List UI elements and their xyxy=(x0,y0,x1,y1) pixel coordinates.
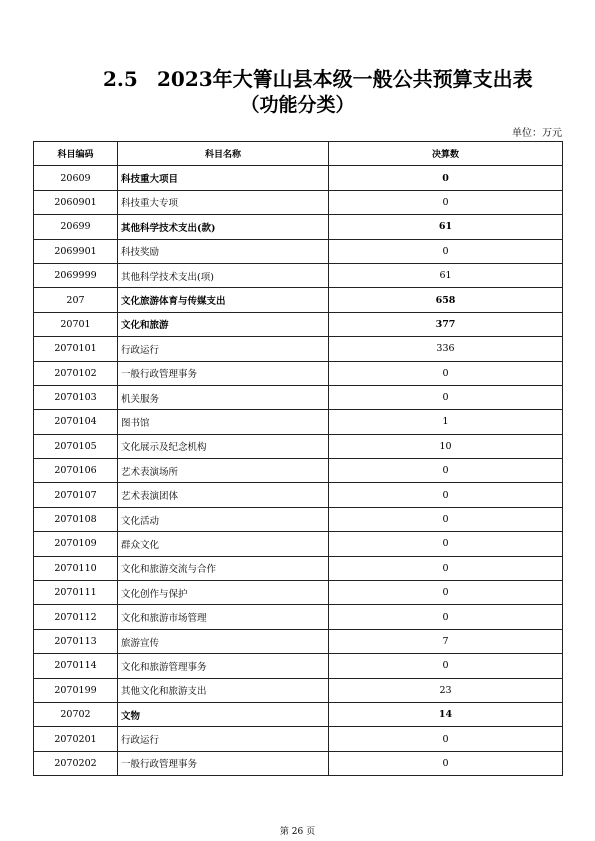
cell-value: 336 xyxy=(329,337,563,361)
cell-value: 658 xyxy=(329,288,563,312)
cell-code: 2070103 xyxy=(34,385,118,409)
cell-code: 207 xyxy=(34,288,118,312)
cell-code: 2070111 xyxy=(34,581,118,605)
cell-name: 艺术表演团体 xyxy=(118,483,329,507)
cell-code: 2069901 xyxy=(34,239,118,263)
cell-code: 2070201 xyxy=(34,727,118,751)
cell-code: 2070107 xyxy=(34,483,118,507)
cell-name: 群众文化 xyxy=(118,532,329,556)
cell-code: 2070104 xyxy=(34,410,118,434)
section-number: 2.5 xyxy=(103,67,138,91)
table-row xyxy=(34,751,563,775)
cell-code: 2070101 xyxy=(34,337,118,361)
cell-code: 2070102 xyxy=(34,361,118,385)
cell-value: 0 xyxy=(329,556,563,580)
document-subtitle: （功能分类） xyxy=(240,94,355,116)
cell-name: 其他科学技术支出(款) xyxy=(118,215,329,239)
table-row xyxy=(34,410,563,434)
cell-code: 20701 xyxy=(34,312,118,336)
cell-name: 文化和旅游 xyxy=(118,312,329,336)
table-row xyxy=(34,190,563,214)
cell-value: 0 xyxy=(329,361,563,385)
header-name: 科目名称 xyxy=(118,142,329,166)
table-row xyxy=(34,361,563,385)
cell-code: 2070113 xyxy=(34,629,118,653)
cell-name: 其他文化和旅游支出 xyxy=(118,678,329,702)
cell-code: 2070114 xyxy=(34,654,118,678)
cell-code: 2069999 xyxy=(34,263,118,287)
cell-value: 0 xyxy=(329,166,563,190)
cell-name: 文化旅游体育与传媒支出 xyxy=(118,288,329,312)
header-value: 决算数 xyxy=(329,142,563,166)
cell-value: 0 xyxy=(329,654,563,678)
cell-value: 0 xyxy=(329,239,563,263)
cell-name: 文物 xyxy=(118,702,329,726)
cell-value: 0 xyxy=(329,483,563,507)
cell-name: 科技重大专项 xyxy=(118,190,329,214)
cell-code: 20702 xyxy=(34,702,118,726)
cell-code: 2060901 xyxy=(34,190,118,214)
cell-name: 科技奖励 xyxy=(118,239,329,263)
cell-value: 7 xyxy=(329,629,563,653)
table-row xyxy=(34,581,563,605)
cell-code: 2070112 xyxy=(34,605,118,629)
table-row xyxy=(34,702,563,726)
cell-name: 科技重大项目 xyxy=(118,166,329,190)
table-row xyxy=(34,166,563,190)
cell-code: 2070106 xyxy=(34,459,118,483)
table-row xyxy=(34,385,563,409)
cell-name: 一般行政管理事务 xyxy=(118,361,329,385)
table-row xyxy=(34,507,563,531)
cell-value: 10 xyxy=(329,434,563,458)
table-row xyxy=(34,556,563,580)
table-row xyxy=(34,727,563,751)
title-text: 2023年大箐山县本级一般公共预算支出表 xyxy=(157,67,533,91)
cell-name: 文化和旅游交流与合作 xyxy=(118,556,329,580)
cell-name: 图书馆 xyxy=(118,410,329,434)
cell-value: 0 xyxy=(329,605,563,629)
cell-name: 艺术表演场所 xyxy=(118,459,329,483)
cell-code: 2070109 xyxy=(34,532,118,556)
cell-value: 0 xyxy=(329,190,563,214)
table-row xyxy=(34,312,563,336)
cell-name: 一般行政管理事务 xyxy=(118,751,329,775)
cell-value: 377 xyxy=(329,312,563,336)
table-row xyxy=(34,654,563,678)
table-row xyxy=(34,629,563,653)
table-row xyxy=(34,434,563,458)
unit-label: 单位：万元 xyxy=(512,128,562,139)
table-row xyxy=(34,215,563,239)
cell-name: 文化活动 xyxy=(118,507,329,531)
table-row xyxy=(34,459,563,483)
cell-value: 0 xyxy=(329,581,563,605)
page-number: 第 26 页 xyxy=(279,827,316,837)
cell-value: 0 xyxy=(329,532,563,556)
cell-code: 20699 xyxy=(34,215,118,239)
cell-name: 文化创作与保护 xyxy=(118,581,329,605)
cell-name: 文化和旅游管理事务 xyxy=(118,654,329,678)
table-row xyxy=(34,263,563,287)
cell-code: 2070199 xyxy=(34,678,118,702)
cell-value: 0 xyxy=(329,459,563,483)
table-row xyxy=(34,288,563,312)
table-header-row xyxy=(34,142,563,166)
cell-code: 2070110 xyxy=(34,556,118,580)
table-row xyxy=(34,337,563,361)
cell-value: 14 xyxy=(329,702,563,726)
cell-value: 61 xyxy=(329,263,563,287)
cell-name: 机关服务 xyxy=(118,385,329,409)
cell-value: 23 xyxy=(329,678,563,702)
table-row xyxy=(34,678,563,702)
cell-value: 0 xyxy=(329,727,563,751)
cell-value: 61 xyxy=(329,215,563,239)
header-code: 科目编码 xyxy=(34,142,118,166)
cell-name: 行政运行 xyxy=(118,337,329,361)
cell-value: 0 xyxy=(329,385,563,409)
cell-value: 0 xyxy=(329,507,563,531)
table-row xyxy=(34,605,563,629)
cell-code: 2070202 xyxy=(34,751,118,775)
table-body xyxy=(34,166,563,776)
cell-name: 文化和旅游市场管理 xyxy=(118,605,329,629)
cell-value: 0 xyxy=(329,751,563,775)
cell-name: 行政运行 xyxy=(118,727,329,751)
budget-table xyxy=(33,141,563,776)
cell-name: 旅游宣传 xyxy=(118,629,329,653)
table-row xyxy=(34,483,563,507)
cell-code: 2070105 xyxy=(34,434,118,458)
cell-value: 1 xyxy=(329,410,563,434)
cell-code: 20609 xyxy=(34,166,118,190)
table-row xyxy=(34,239,563,263)
table-row xyxy=(34,532,563,556)
cell-name: 文化展示及纪念机构 xyxy=(118,434,329,458)
cell-name: 其他科学技术支出(项) xyxy=(118,263,329,287)
cell-code: 2070108 xyxy=(34,507,118,531)
